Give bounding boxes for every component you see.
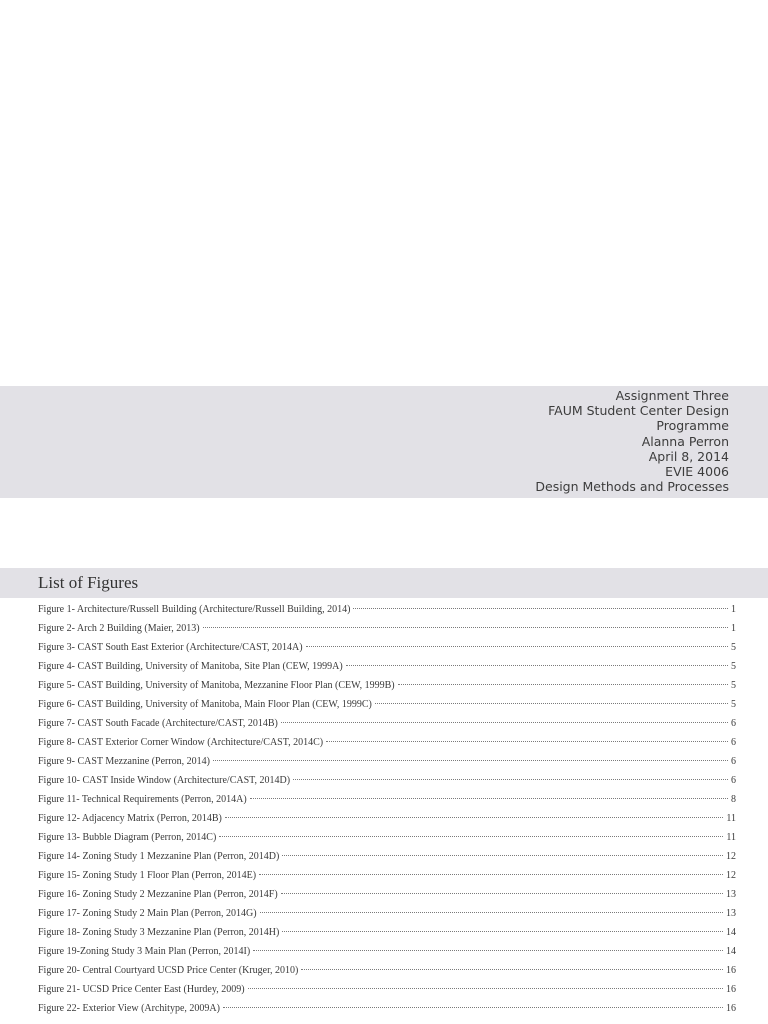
- figure-label: Figure 19-Zoning Study 3 Main Plan (Perron, 2014I): [38, 946, 251, 957]
- figure-page-number: 5: [731, 699, 736, 710]
- list-item[interactable]: [38, 885, 736, 904]
- list-of-figures-heading: List of Figures: [38, 573, 139, 592]
- list-item[interactable]: [38, 961, 736, 980]
- dot-leader: [250, 798, 728, 799]
- figure-page-number: 13: [726, 889, 736, 900]
- figure-page-number: 6: [731, 737, 736, 748]
- dot-leader: [353, 608, 728, 609]
- figure-page-number: 16: [726, 1003, 736, 1014]
- list-item[interactable]: [38, 828, 736, 847]
- figure-label: Figure 5- CAST Building, University of Manitoba, Mezzanine Floor Plan (CEW, 1999B): [38, 680, 395, 691]
- figure-label: Figure 21- UCSD Price Center East (Hurdey, 2009): [38, 984, 245, 995]
- course-name: Design Methods and Processes: [535, 479, 729, 495]
- title-block: [535, 388, 729, 494]
- list-item[interactable]: [38, 771, 736, 790]
- list-item[interactable]: [38, 809, 736, 828]
- project-title: FAUM Student Center Design: [548, 403, 729, 419]
- figure-label: Figure 1- Architecture/Russell Building (Architecture/Russell Building, 2014): [38, 604, 351, 615]
- submission-date: April 8, 2014: [648, 448, 729, 464]
- figure-label: Figure 12- Adjacency Matrix (Perron, 2014B): [38, 813, 222, 824]
- dot-leader: [293, 779, 728, 780]
- figure-page-number: 11: [726, 813, 736, 824]
- figure-label: Figure 6- CAST Building, University of Manitoba, Main Floor Plan (CEW, 1999C): [38, 699, 372, 710]
- figure-label: Figure 9- CAST Mezzanine (Perron, 2014): [38, 756, 211, 767]
- figure-label: Figure 17- Zoning Study 2 Main Plan (Perron, 2014G): [38, 908, 257, 919]
- dot-leader: [225, 817, 724, 818]
- dot-leader: [260, 912, 723, 913]
- figure-label: Figure 18- Zoning Study 3 Mezzanine Plan (Perron, 2014H): [38, 927, 280, 938]
- list-of-figures: [38, 600, 736, 1018]
- figure-page-number: 12: [726, 851, 736, 862]
- project-subtitle: Programme: [656, 418, 729, 434]
- dot-leader: [213, 760, 728, 761]
- dot-leader: [281, 722, 728, 723]
- list-item[interactable]: [38, 600, 736, 619]
- figure-page-number: 6: [731, 756, 736, 767]
- figure-page-number: 8: [731, 794, 736, 805]
- list-item[interactable]: [38, 942, 736, 961]
- figure-label: Figure 20- Central Courtyard UCSD Price Center (Kruger, 2010): [38, 965, 299, 976]
- figure-page-number: 11: [726, 832, 736, 843]
- list-item[interactable]: [38, 847, 736, 866]
- figure-page-number: 6: [731, 718, 736, 729]
- figure-page-number: 14: [726, 946, 736, 957]
- list-item[interactable]: [38, 619, 736, 638]
- figure-page-number: 5: [731, 680, 736, 691]
- figure-label: Figure 3- CAST South East Exterior (Architecture/CAST, 2014A): [38, 642, 303, 653]
- dot-leader: [248, 988, 723, 989]
- figure-label: Figure 13- Bubble Diagram (Perron, 2014C): [38, 832, 217, 843]
- figure-page-number: 12: [726, 870, 736, 881]
- figure-page-number: 16: [726, 965, 736, 976]
- dot-leader: [346, 665, 728, 666]
- figure-page-number: 1: [731, 623, 736, 634]
- dot-leader: [253, 950, 723, 951]
- list-item[interactable]: [38, 866, 736, 885]
- author-name: Alanna Perron: [641, 433, 729, 449]
- dot-leader: [306, 646, 728, 647]
- list-item[interactable]: [38, 714, 736, 733]
- figure-label: Figure 15- Zoning Study 1 Floor Plan (Perron, 2014E): [38, 870, 257, 881]
- dot-leader: [203, 627, 728, 628]
- figure-page-number: 5: [731, 642, 736, 653]
- figure-label: Figure 8- CAST Exterior Corner Window (Architecture/CAST, 2014C): [38, 737, 324, 748]
- dot-leader: [398, 684, 728, 685]
- figure-label: Figure 16- Zoning Study 2 Mezzanine Plan (Perron, 2014F): [38, 889, 278, 900]
- list-item[interactable]: [38, 904, 736, 923]
- figure-page-number: 13: [726, 908, 736, 919]
- dot-leader: [301, 969, 723, 970]
- list-item[interactable]: [38, 638, 736, 657]
- figure-label: Figure 4- CAST Building, University of Manitoba, Site Plan (CEW, 1999A): [38, 661, 343, 672]
- figure-label: Figure 22- Exterior View (Architype, 2009A): [38, 1003, 220, 1014]
- list-item[interactable]: [38, 980, 736, 999]
- figure-page-number: 14: [726, 927, 736, 938]
- dot-leader: [259, 874, 723, 875]
- dot-leader: [326, 741, 728, 742]
- figure-label: Figure 14- Zoning Study 1 Mezzanine Plan (Perron, 2014D): [38, 851, 280, 862]
- figure-page-number: 6: [731, 775, 736, 786]
- list-item[interactable]: [38, 695, 736, 714]
- course-code: EVIE 4006: [665, 464, 729, 480]
- list-item[interactable]: [38, 923, 736, 942]
- dot-leader: [282, 855, 723, 856]
- figure-label: Figure 7- CAST South Facade (Architecture/CAST, 2014B): [38, 718, 278, 729]
- figure-label: Figure 2- Arch 2 Building (Maier, 2013): [38, 623, 200, 634]
- dot-leader: [223, 1007, 723, 1008]
- dot-leader: [375, 703, 728, 704]
- assignment-title: Assignment Three: [615, 388, 729, 403]
- figure-page-number: 5: [731, 661, 736, 672]
- list-item[interactable]: [38, 733, 736, 752]
- figure-label: Figure 10- CAST Inside Window (Architecture/CAST, 2014D): [38, 775, 291, 786]
- list-item[interactable]: [38, 676, 736, 695]
- dot-leader: [219, 836, 723, 837]
- list-item[interactable]: [38, 752, 736, 771]
- dot-leader: [282, 931, 723, 932]
- figure-label: Figure 11- Technical Requirements (Perron, 2014A): [38, 794, 247, 805]
- dot-leader: [281, 893, 723, 894]
- list-item[interactable]: [38, 790, 736, 809]
- list-item[interactable]: [38, 999, 736, 1018]
- figure-page-number: 16: [726, 984, 736, 995]
- figure-page-number: 1: [731, 604, 736, 615]
- list-item[interactable]: [38, 657, 736, 676]
